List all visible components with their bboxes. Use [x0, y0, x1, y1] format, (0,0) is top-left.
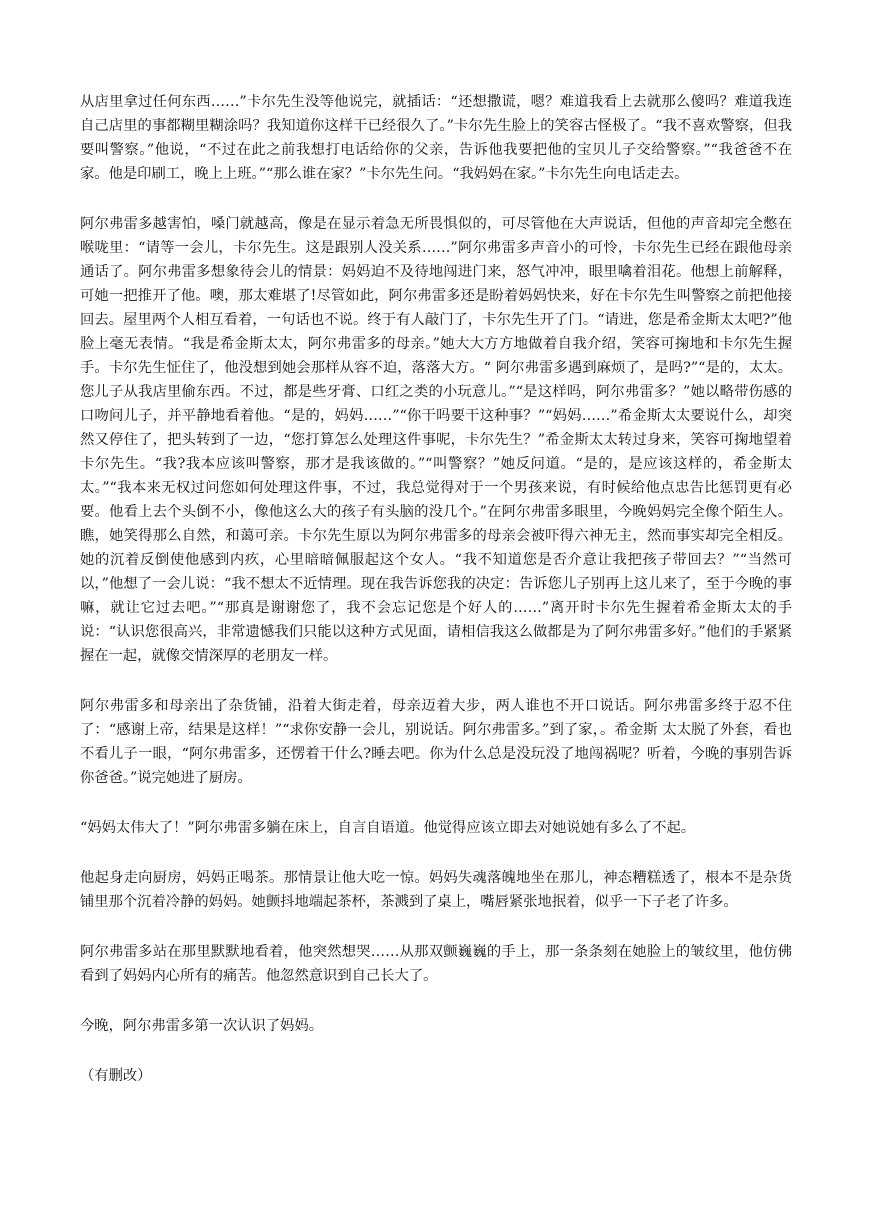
- paragraph-3: 阿尔弗雷多和母亲出了杂货铺，沿着大街走着，母亲迈着大步，两人谁也不开口说话。阿尔弗雷多终于忍不住了：“感谢上帝，结果是这样！”“求你安静一会儿，别说话。阿尔弗雷多。”到了家，。希金斯 太太脱了外套，看也不看儿子一眼，“阿尔弗雷多，还愣着干什么?睡去吧。你为什么总是没玩没了地闯祸呢？听着，今晚的事别告诉你爸爸。”说完她进了厨房。: [80, 698, 792, 786]
- revision-note: （有删改）: [80, 1068, 152, 1084]
- paragraph-7: 今晚，阿尔弗雷多第一次认识了妈妈。: [80, 1018, 324, 1034]
- paragraph-5: 他起身走向厨房，妈妈正喝茶。那情景让他大吃一惊。妈妈失魂落魄地坐在那儿，神态糟糕透了，根本不是杂货铺里那个沉着冷静的妈妈。她颤抖地端起茶杯，茶溅到了桌上，嘴唇紧张地抿着，似乎一下子老了许多。: [80, 870, 792, 910]
- paragraph-2: 阿尔弗雷多越害怕，嗓门就越高，像是在显示着急无所畏惧似的，可尽管他在大声说话，但他的声音却完全憋在喉咙里：“请等一会儿，卡尔先生。这是跟别人没关系……”阿尔弗雷多声音小的可怜，卡尔先生已经在跟他母亲通话了。阿尔弗雷多想象待会儿的情景：妈妈迫不及待地闯进门来，怒气冲冲，眼里噙着泪花。他想上前解释，可她一把推开了他。噢，那太难堪了!尽管如此，阿尔弗雷多还是盼着妈妈快来，好在卡尔先生叫警察之前把他接回去。屋里两个人相互看着，一句话也不说。终于有人敲门了，卡尔先生开了门。“请进，您是希金斯太太吧?”他脸上毫无表情。“我是希金斯太太，阿尔弗雷多的母亲。”她大大方方地做着自我介绍，笑容可掬地和卡尔先生握手。卡尔先生怔住了，他没想到她会那样从容不迫，落落大方。“ 阿尔弗雷多遇到麻烦了，是吗?”“是的，太太。您儿子从我店里偷东西。不过，都是些牙膏、口红之类的小玩意儿。”“是这样吗，阿尔弗雷多？”她以略带伤感的口吻问儿子，并平静地看着他。“是的，妈妈……”“你干吗要干这种事？”“妈妈……”希金斯太太要说什么，却突然又停住了，把头转到了一边，“您打算怎么处理这件事呢，卡尔先生？”希金斯太太转过身来，笑容可掬地望着卡尔先生。“我?我本应该叫警察，那才是我该做的。”“叫警察？”她反问道。“是的，是应该这样的，希金斯太太。”“我本来无权过问您如何处理这件事，不过，我总觉得对于一个男孩来说，有时候给他点忠告比惩罚更有必要。他看上去个头倒不小，像他这么大的孩子有头脑的没几个。”在阿尔弗雷多眼里，今晚妈妈完全像个陌生人。瞧，她笑得那么自然，和蔼可亲。卡尔先生原以为阿尔弗雷多的母亲会被吓得六神无主，然而事实却完全相反。她的沉着反倒使他感到内疚，心里暗暗佩服起这个女人。“我不知道您是否介意让我把孩子带回去？”“当然可以，”他想了一会儿说：“我不想太不近情理。现在我告诉您我的决定：告诉您儿子别再上这儿来了，至于今晚的事嘛，就让它过去吧。”“那真是谢谢您了，我不会忘记您是个好人的……”离开时卡尔先生握着希金斯太太的手说：“认识您很高兴，非常遗憾我们只能以这种方式见面，请相信我这么做都是为了阿尔弗雷多好。”他们的手紧紧握在一起，就像交情深厚的老朋友一样。: [80, 216, 792, 664]
- paragraph-4: “妈妈太伟大了！”阿尔弗雷多躺在床上，自言自语道。他觉得应该立即去对她说她有多么了不起。: [80, 820, 696, 836]
- paragraph-1: 从店里拿过任何东西……”卡尔先生没等他说完，就插话：“还想撒谎，嗯？难道我看上去就那么傻吗？难道我连自己店里的事都糊里糊涂吗？我知道你这样干已经很久了。”卡尔先生脸上的笑容古怪极了。“我不喜欢警察，但我要叫警察。”他说，“不过在此之前我想打电话给你的父亲，告诉他我要把他的宝贝儿子交给警察。”“我爸爸不在家。他是印刷工，晚上上班。”“那么谁在家？”卡尔先生问。“我妈妈在家。”卡尔先生向电话走去。: [80, 94, 792, 182]
- paragraph-6: 阿尔弗雷多站在那里默默地看着，他突然想哭……从那双颤巍巍的手上，那一条条刻在她脸上的皱纹里，他仿佛看到了妈妈内心所有的痛苦。他忽然意识到自己长大了。: [80, 944, 792, 984]
- document-body: [80, 90, 792, 1088]
